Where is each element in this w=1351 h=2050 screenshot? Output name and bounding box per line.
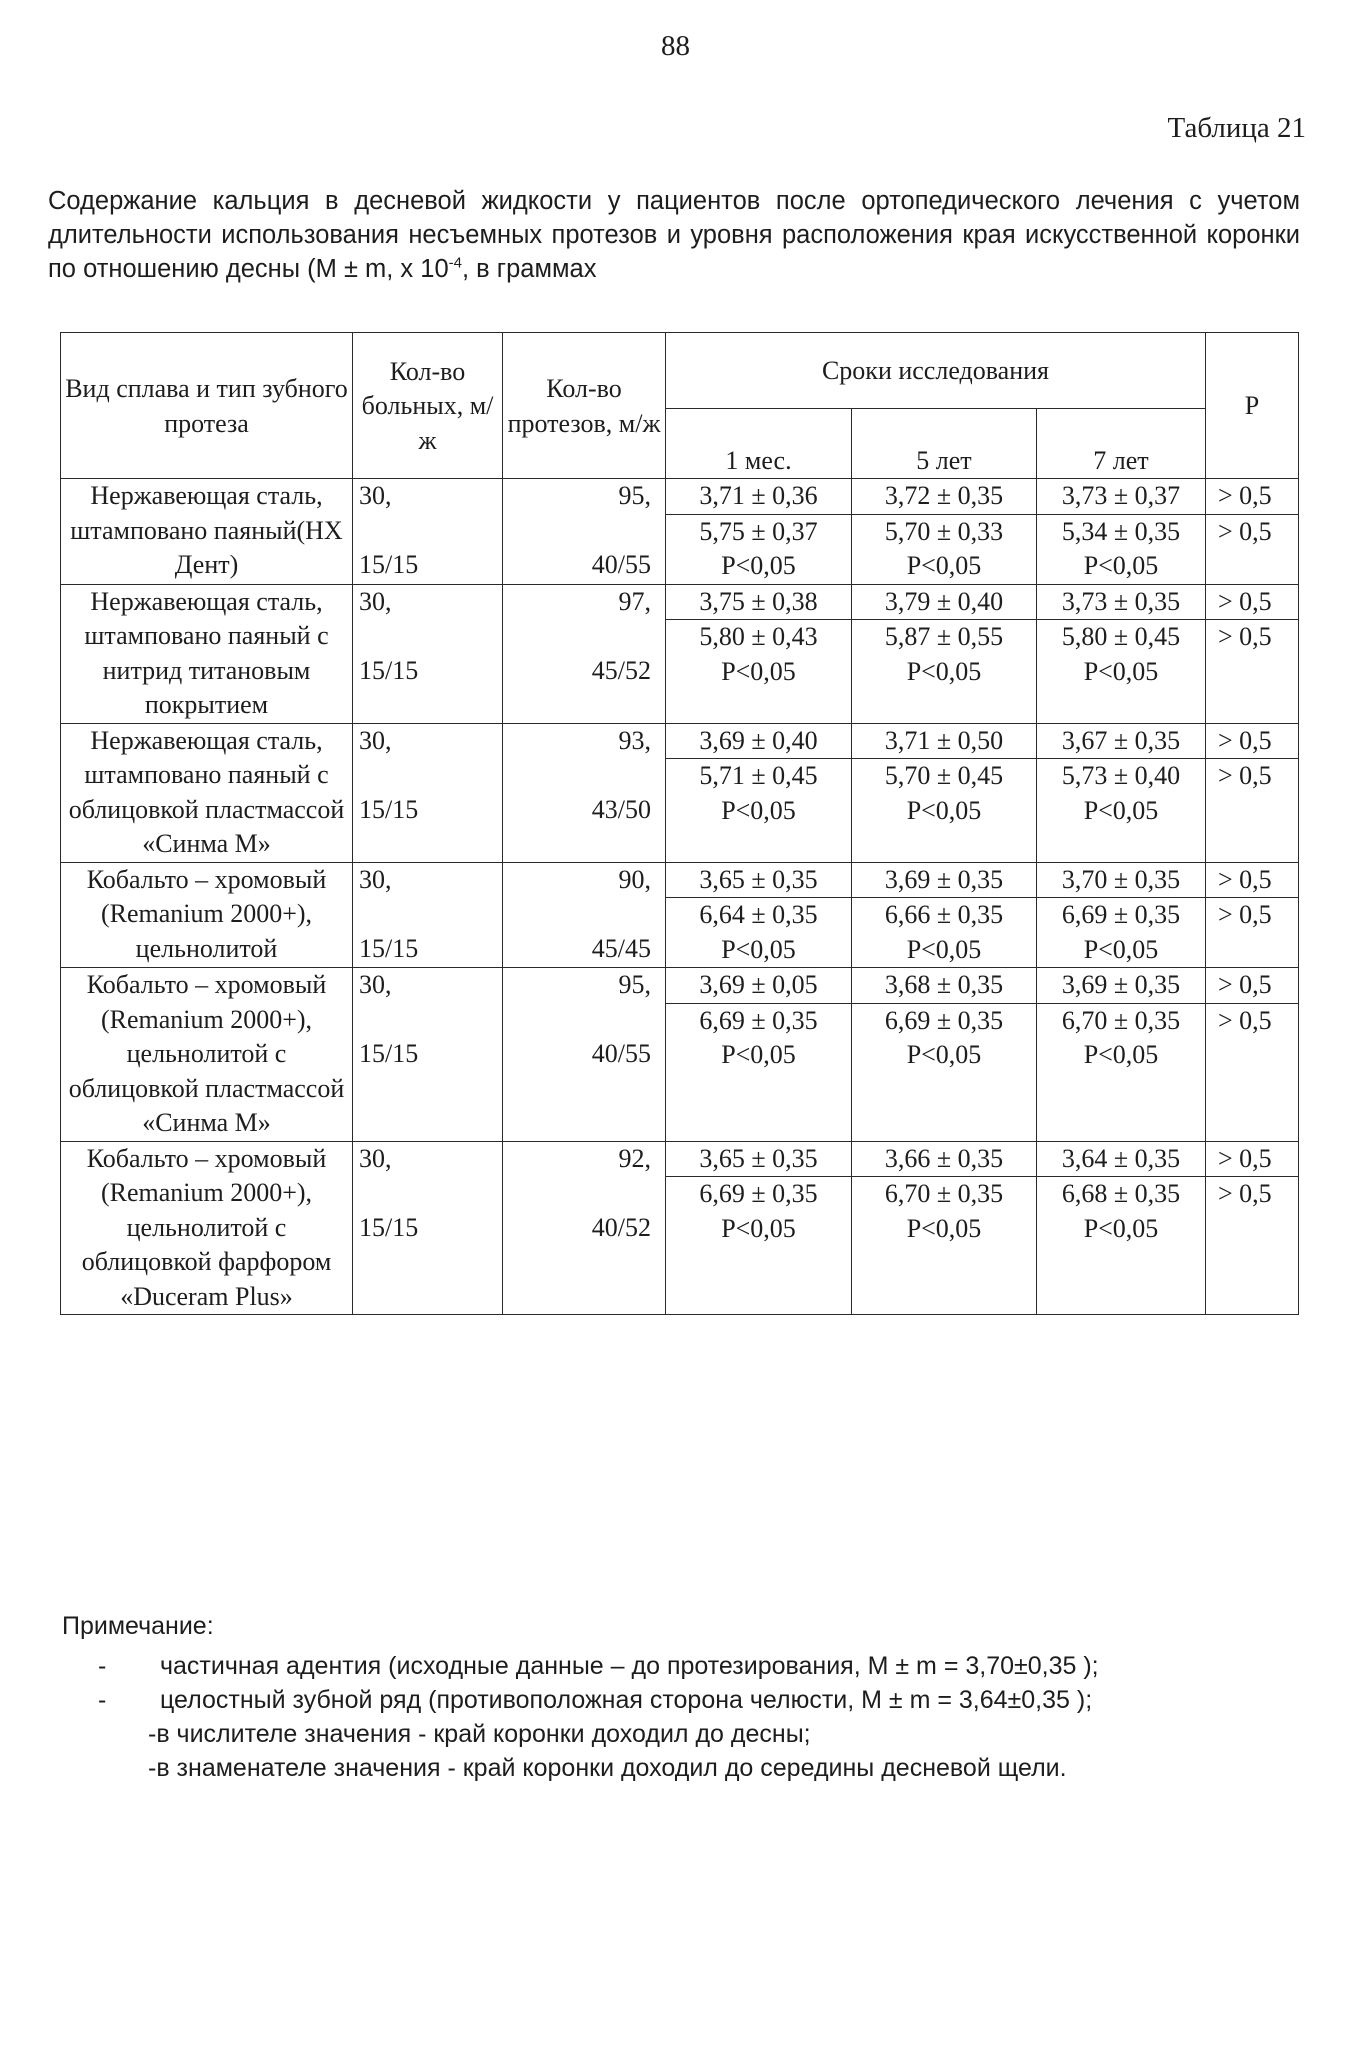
prostheses-mf: 40/55 [591,1039,651,1068]
cell-prosthesis-type: Кобальто – хромовый (Remanium 2000+), цельнолитой [61,862,353,968]
note-dash-2: - [98,1686,107,1714]
cell-patients [353,862,503,968]
value-gum-middle: 6,69 ± 0,35 [666,1176,851,1212]
header-term-5-years: 5 лет [852,409,1037,479]
cell-prostheses [503,862,666,968]
cell-term-2 [852,1141,1037,1315]
value-gum-middle: 6,68 ± 0,35 [1037,1176,1205,1212]
value-significance: P<0,05 [721,1040,796,1069]
cell-prosthesis-type: Кобальто – хромовый (Remanium 2000+), цельнолитой с облицовкой пластмассой «Синма М» [61,968,353,1142]
cell-term-1 [666,479,852,585]
value-significance: P<0,05 [906,1213,982,1243]
note-1: частичная адентия (исходные данные – до протезирования, М ± m = 3,70±0,35 ); [160,1652,1099,1680]
cell-term-3 [1037,584,1206,723]
value-significance: P<0,05 [906,551,982,580]
value-gum-middle: 5,70 ± 0,33 [852,514,1036,550]
p-value-top: > 0,5 [1218,970,1272,999]
value-gum-edge: 3,65 ± 0,35 [699,1143,818,1173]
value-gum-middle: 5,80 ± 0,45 [1037,619,1205,655]
cell-term-1 [666,584,852,723]
cell-prostheses [503,584,666,723]
cell-p [1206,862,1299,968]
value-gum-middle: 6,70 ± 0,35 [1037,1003,1205,1039]
cell-patients [353,968,503,1142]
prostheses-mf: 40/55 [591,550,651,579]
cell-prosthesis-type: Нержавеющая сталь, штамповано паяный с облицовкой пластмассой «Синма М» [61,723,353,862]
value-gum-middle: 6,66 ± 0,35 [852,897,1036,933]
patients-values [359,724,496,759]
value-gum-edge: 3,69 ± 0,35 [884,864,1004,894]
cell-term-2 [852,723,1037,862]
value-gum-edge: 3,69 ± 0,40 [699,725,818,755]
patients-mf: 15/15 [359,1212,419,1242]
value-gum-edge: 3,73 ± 0,35 [1061,586,1181,616]
table-row [61,584,1299,723]
cell-p [1206,968,1299,1142]
cell-term-3 [1037,968,1206,1142]
cell-p [1206,1141,1299,1315]
cell-term-1 [666,968,852,1142]
cell-term-2 [852,862,1037,968]
cell-prosthesis-type: Нержавеющая сталь, штамповано паяный(НХ Дент) [61,479,353,585]
p-value-top: > 0,5 [1218,586,1272,616]
value-gum-middle: 5,71 ± 0,45 [666,758,851,794]
p-value-bottom: > 0,5 [1206,758,1298,794]
patients-values [359,968,496,1003]
value-gum-edge: 3,72 ± 0,35 [884,481,1004,510]
note-label: Примечание: [62,1612,214,1640]
patients-values [359,1142,496,1177]
value-gum-edge: 3,65 ± 0,35 [699,864,818,894]
patients-values [359,479,496,514]
patients-mf: 15/15 [359,550,419,579]
cell-term-1 [666,723,852,862]
value-gum-edge: 3,71 ± 0,36 [699,481,818,510]
value-significance: P<0,05 [1083,1040,1159,1069]
prostheses-mf: 43/50 [591,794,651,824]
p-value-bottom: > 0,5 [1206,514,1298,550]
value-gum-edge: 3,67 ± 0,35 [1061,725,1181,755]
value-gum-edge: 3,69 ± 0,35 [1061,970,1181,999]
value-gum-edge: 3,71 ± 0,50 [884,725,1004,755]
table-row [61,479,1299,585]
value-significance: P<0,05 [1083,934,1159,964]
value-gum-edge: 3,69 ± 0,05 [699,970,818,999]
value-gum-middle: 5,75 ± 0,37 [666,514,851,550]
prostheses-total: 90, [618,864,651,894]
p-value-top: > 0,5 [1218,725,1272,755]
p-value-top: > 0,5 [1218,481,1272,510]
value-gum-middle: 5,73 ± 0,40 [1037,758,1205,794]
patients-split [359,654,496,689]
note-4: -в знаменателе значения - край коронки доходил до середины десневой щели. [148,1754,1067,1782]
cell-term-1 [666,862,852,968]
value-gum-edge: 3,66 ± 0,35 [884,1143,1004,1173]
data-table [60,332,1299,1315]
prostheses-total: 93, [618,725,651,755]
cell-term-2 [852,968,1037,1142]
value-significance: P<0,05 [1083,795,1159,825]
patients-total: 30, [359,1143,392,1173]
patients-values [359,585,496,620]
patients-split [359,1211,496,1246]
note-2: целостный зубной ряд (противоположная сторона челюсти, М ± m = 3,64±0,35 ); [160,1686,1093,1714]
value-significance: P<0,05 [906,656,982,686]
value-gum-edge: 3,64 ± 0,35 [1061,1143,1181,1173]
patients-mf: 15/15 [359,794,419,824]
prostheses-mf: 45/52 [591,655,651,685]
patients-values [359,863,496,898]
value-significance: P<0,05 [1083,1213,1159,1243]
p-value-top: > 0,5 [1218,864,1272,894]
header-p: Р [1206,333,1299,479]
prostheses-total: 97, [618,586,651,616]
p-value-bottom: > 0,5 [1206,897,1298,933]
cell-p [1206,723,1299,862]
prostheses-mf: 45/45 [591,933,651,963]
cell-term-2 [852,479,1037,585]
cell-prostheses [503,1141,666,1315]
cell-p [1206,584,1299,723]
patients-split [359,548,496,583]
cell-patients [353,723,503,862]
patients-total: 30, [359,725,392,755]
cell-prostheses [503,968,666,1142]
prostheses-mf: 40/52 [591,1212,651,1242]
prostheses-total: 95, [618,481,651,510]
patients-split [359,1037,496,1072]
patients-mf: 15/15 [359,655,419,685]
cell-term-2 [852,584,1037,723]
p-value-bottom: > 0,5 [1206,1176,1298,1212]
value-gum-edge: 3,70 ± 0,35 [1061,864,1181,894]
note-dash-1: - [98,1652,107,1680]
cell-patients [353,479,503,585]
value-gum-middle: 5,70 ± 0,45 [852,758,1036,794]
value-gum-edge: 3,75 ± 0,38 [699,586,818,616]
page-number: 88 [661,30,690,62]
header-term-7-years: 7 лет [1037,409,1206,479]
value-gum-middle: 5,34 ± 0,35 [1037,514,1205,550]
patients-total: 30, [359,481,392,510]
p-value-bottom: > 0,5 [1206,619,1298,655]
prostheses-total: 92, [618,1143,651,1173]
table-row [61,723,1299,862]
value-gum-middle: 5,80 ± 0,43 [666,619,851,655]
p-value-top: > 0,5 [1218,1143,1272,1173]
value-gum-middle: 5,87 ± 0,55 [852,619,1036,655]
table-row [61,968,1299,1142]
value-significance: P<0,05 [906,795,982,825]
header-prostheses: Кол-во протезов, м/ж [503,333,666,479]
value-gum-middle: 6,69 ± 0,35 [852,1003,1036,1039]
caption-text: Содержание кальция в десневой жидкости у пациентов после ортопедического лечения с учетом длительности использования несъемных протезов и уровня расположения края искусственной коронки по отношению десны (М ± m, х 10 [48,187,1300,283]
header-term-1-month: 1 мес. [666,409,852,479]
value-gum-middle: 6,70 ± 0,35 [852,1176,1036,1212]
table-row [61,862,1299,968]
header-terms: Сроки исследования [666,333,1206,409]
cell-term-3 [1037,862,1206,968]
value-significance: P<0,05 [721,1213,796,1243]
value-significance: P<0,05 [721,656,796,686]
table-row [61,1141,1299,1315]
cell-prosthesis-type: Кобальто – хромовый (Remanium 2000+), цельнолитой с облицовкой фарфором «Duceram Plus» [61,1141,353,1315]
cell-patients [353,1141,503,1315]
patients-split [359,932,496,967]
cell-term-1 [666,1141,852,1315]
table-body [61,479,1299,1315]
value-significance: P<0,05 [721,795,796,825]
value-gum-middle: 6,64 ± 0,35 [666,897,851,933]
cell-prosthesis-type: Нержавеющая сталь, штамповано паяный с нитрид титановым покрытием [61,584,353,723]
value-significance: P<0,05 [721,934,796,964]
patients-total: 30, [359,864,392,894]
patients-split [359,793,496,828]
p-value-bottom: > 0,5 [1206,1003,1298,1039]
caption-exponent: -4 [448,254,462,272]
cell-term-3 [1037,479,1206,585]
value-gum-middle: 6,69 ± 0,35 [666,1003,851,1039]
value-gum-edge: 3,68 ± 0,35 [884,970,1004,999]
cell-patients [353,584,503,723]
prostheses-total: 95, [618,970,651,999]
header-type: Вид сплава и тип зубного протеза [61,333,353,479]
value-significance: P<0,05 [1083,656,1159,686]
value-gum-middle: 6,69 ± 0,35 [1037,897,1205,933]
cell-p [1206,479,1299,585]
value-significance: P<0,05 [906,1040,982,1069]
value-gum-edge: 3,79 ± 0,40 [884,586,1004,616]
header-patients: Кол-во больных, м/ж [353,333,503,479]
cell-prostheses [503,479,666,585]
note-3: -в числителе значения - край коронки доходил до десны; [148,1720,811,1748]
caption-tail: , в граммах [461,255,597,283]
patients-total: 30, [359,586,392,616]
cell-term-3 [1037,1141,1206,1315]
value-significance: P<0,05 [906,934,982,964]
cell-prostheses [503,723,666,862]
patients-total: 30, [359,970,392,999]
table-caption [48,184,1300,286]
patients-mf: 15/15 [359,1039,419,1068]
value-gum-edge: 3,73 ± 0,37 [1061,481,1181,510]
cell-term-3 [1037,723,1206,862]
table-label: Таблица 21 [1167,112,1306,144]
value-significance: P<0,05 [721,551,796,580]
patients-mf: 15/15 [359,933,419,963]
value-significance: P<0,05 [1083,551,1159,580]
